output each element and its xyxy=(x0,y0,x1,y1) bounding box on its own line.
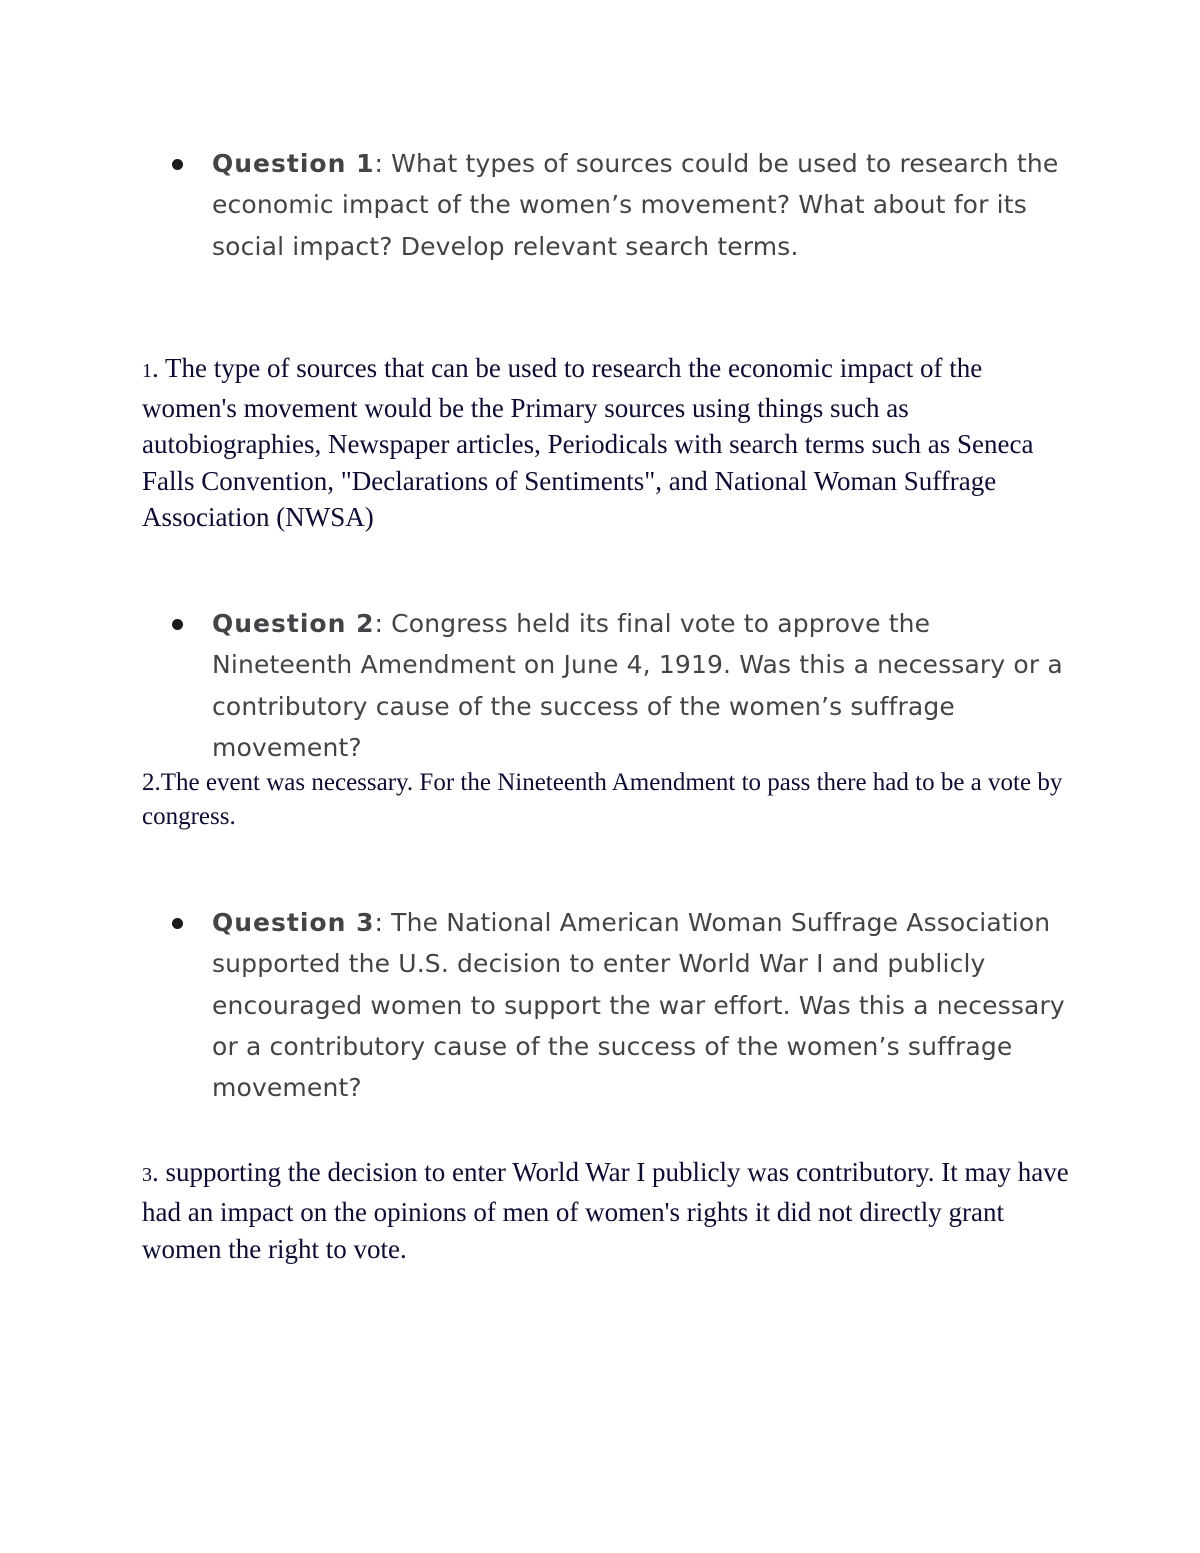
question-text: : What types of sources could be used to research the economic impact of the women’s movement? What about for its social impact? Develop relevant search terms. xyxy=(212,149,1059,261)
answer-text: . The type of sources that can be used to research the economic impact of the women's movement would be the Primary sources using things such as autobiographies, Newspaper articles, Periodicals with search terms such as Seneca Falls Convention, "Declarations of Sentiments", and National Woman Suffrage Association (NWSA) xyxy=(142,353,1034,533)
answer-3 xyxy=(142,1154,1072,1268)
question-label: Question 1 xyxy=(212,149,375,178)
answer-number: 2 xyxy=(142,769,155,796)
answer-text: .The event was necessary. For the Nineteenth Amendment to pass there had to be a vote by congress. xyxy=(142,769,1063,830)
question-text: : The National American Woman Suffrage Association supported the U.S. decision to enter World War I and publicly encouraged women to support the war effort. Was this a necessary or a contributory cause of the success of the women’s suffrage movement? xyxy=(212,908,1065,1103)
answer-number: 1 xyxy=(142,360,152,382)
bullet-icon xyxy=(172,159,183,170)
question-1 xyxy=(212,143,1072,267)
bullet-icon xyxy=(172,619,183,630)
bullet-icon xyxy=(172,918,183,929)
question-label: Question 2 xyxy=(212,609,375,638)
answer-2 xyxy=(142,766,1082,834)
question-2 xyxy=(212,603,1072,768)
question-label: Question 3 xyxy=(212,908,375,937)
question-text: : Congress held its final vote to approve the Nineteenth Amendment on June 4, 1919. Was this a necessary or a contributory cause of the success of the women’s suffrage movement? xyxy=(212,609,1063,762)
answer-number: 3 xyxy=(142,1164,152,1186)
question-3 xyxy=(212,902,1072,1108)
answer-1 xyxy=(142,350,1072,536)
answer-text: . supporting the decision to enter World War I publicly was contributory. It may have had an impact on the opinions of men of women's rights it did not directly grant women the right to vote. xyxy=(142,1157,1069,1264)
